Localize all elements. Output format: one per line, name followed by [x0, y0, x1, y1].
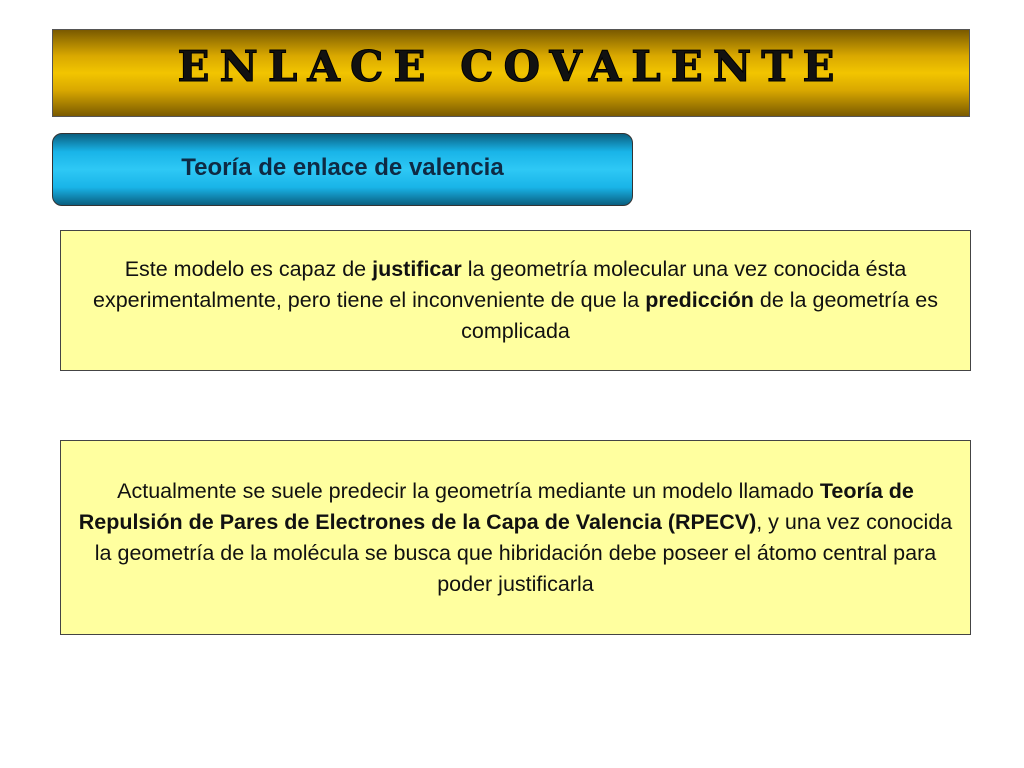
title-banner [52, 29, 970, 117]
text-box-model-justification [60, 230, 971, 371]
text-segment: Este modelo es capaz de [124, 257, 373, 281]
subtitle-box [52, 133, 633, 206]
paragraph-model-justification [71, 254, 960, 347]
text-segment: la geometría molecular una vez conocida ésta experimentalmente, pero tiene el inconveniente de que la [93, 257, 907, 312]
text-segment: de la geometría es complicada [461, 288, 938, 343]
paragraph-rpecv [71, 476, 960, 600]
bold-term-rpecv: Teoría de Repulsión de Pares de Electrones de la Capa de Valencia (RPECV) [78, 478, 914, 534]
page-title: ENLACE COVALENTE [177, 41, 845, 91]
bold-term-justificar: justificar [372, 257, 462, 281]
section-subtitle: Teoría de enlace de valencia [181, 153, 504, 181]
text-segment: , y una vez conocida la geometría de la molécula se busca que hibridación debe poseer el átomo central para poder justificarla [94, 509, 953, 596]
text-box-rpecv [60, 440, 971, 635]
text-segment: Actualmente se suele predecir la geometría mediante un modelo llamado [117, 478, 820, 503]
bold-term-prediccion: predicción [645, 288, 754, 312]
